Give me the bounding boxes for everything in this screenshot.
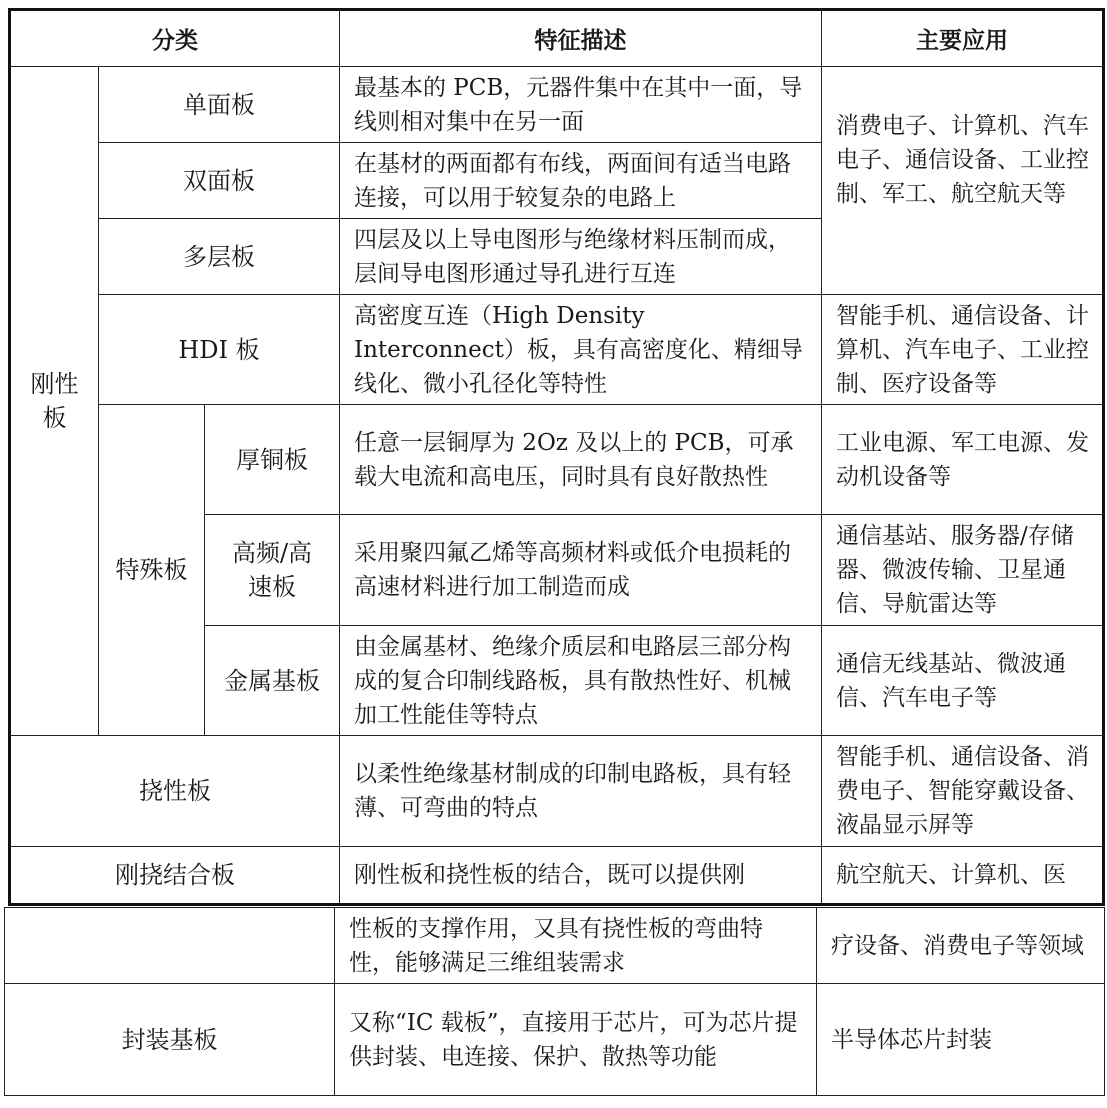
hdi-name: HDI 板 <box>99 295 340 405</box>
flex-board-name: 挠性板 <box>10 736 340 847</box>
hdi-desc: 高密度互连（High Density Interconnect）板，具有高密度化、精细导线化、微小孔径化等特性 <box>340 295 822 405</box>
package-substrate-name: 封装基板 <box>5 984 335 1096</box>
header-application: 主要应用 <box>822 10 1104 67</box>
header-category: 分类 <box>10 10 340 67</box>
multilayer-name: 多层板 <box>99 219 340 295</box>
special-board-label: 特殊板 <box>99 405 205 736</box>
metal-substrate-desc: 由金属基材、绝缘介质层和电路层三部分构成的复合印制线路板，具有散热性好、机械加工性能佳等特点 <box>340 626 822 736</box>
single-sided-name: 单面板 <box>99 67 340 143</box>
basic-board-applications: 消费电子、计算机、汽车电子、通信设备、工业控制、军工、航空航天等 <box>822 67 1104 295</box>
flex-board-applications: 智能手机、通信设备、消费电子、智能穿戴设备、液晶显示屏等 <box>822 736 1104 847</box>
high-frequency-name: 高频/高速板 <box>205 515 340 626</box>
rigid-board-label: 刚性板 <box>10 67 99 736</box>
rigid-flex-continued-blank <box>5 908 335 984</box>
high-frequency-desc: 采用聚四氟乙烯等高频材料或低介电损耗的高速材料进行加工制造而成 <box>340 515 822 626</box>
rigid-flex-name: 刚挠结合板 <box>10 847 340 905</box>
thick-copper-desc: 任意一层铜厚为 2Oz 及以上的 PCB，可承载大电流和高电压，同时具有良好散热性 <box>340 405 822 515</box>
thick-copper-applications: 工业电源、军工电源、发动机设备等 <box>822 405 1104 515</box>
rigid-flex-applications-part2: 疗设备、消费电子等领域 <box>817 908 1105 984</box>
double-sided-desc: 在基材的两面都有布线，两面间有适当电路连接，可以用于较复杂的电路上 <box>340 143 822 219</box>
metal-substrate-name: 金属基板 <box>205 626 340 736</box>
pcb-classification-table <box>8 8 1105 906</box>
hdi-applications: 智能手机、通信设备、计算机、汽车电子、工业控制、医疗设备等 <box>822 295 1104 405</box>
package-substrate-applications: 半导体芯片封装 <box>817 984 1105 1096</box>
multilayer-desc: 四层及以上导电图形与绝缘材料压制而成，层间导电图形通过导孔进行互连 <box>340 219 822 295</box>
rigid-flex-desc-part1: 刚性板和挠性板的结合，既可以提供刚 <box>340 847 822 905</box>
high-frequency-applications: 通信基站、服务器/存储器、微波传输、卫星通信、导航雷达等 <box>822 515 1104 626</box>
thick-copper-name: 厚铜板 <box>205 405 340 515</box>
flex-board-desc: 以柔性绝缘基材制成的印制电路板，具有轻薄、可弯曲的特点 <box>340 736 822 847</box>
single-sided-desc: 最基本的 PCB，元器件集中在其中一面，导线则相对集中在另一面 <box>340 67 822 143</box>
metal-substrate-applications: 通信无线基站、微波通信、汽车电子等 <box>822 626 1104 736</box>
pcb-classification-table-continued <box>4 907 1105 1096</box>
header-description: 特征描述 <box>340 10 822 67</box>
rigid-flex-desc-part2: 性板的支撑作用，又具有挠性板的弯曲特性，能够满足三维组装需求 <box>335 908 817 984</box>
double-sided-name: 双面板 <box>99 143 340 219</box>
rigid-flex-applications-part1: 航空航天、计算机、医 <box>822 847 1104 905</box>
package-substrate-desc: 又称“IC 载板”，直接用于芯片，可为芯片提供封装、电连接、保护、散热等功能 <box>335 984 817 1096</box>
